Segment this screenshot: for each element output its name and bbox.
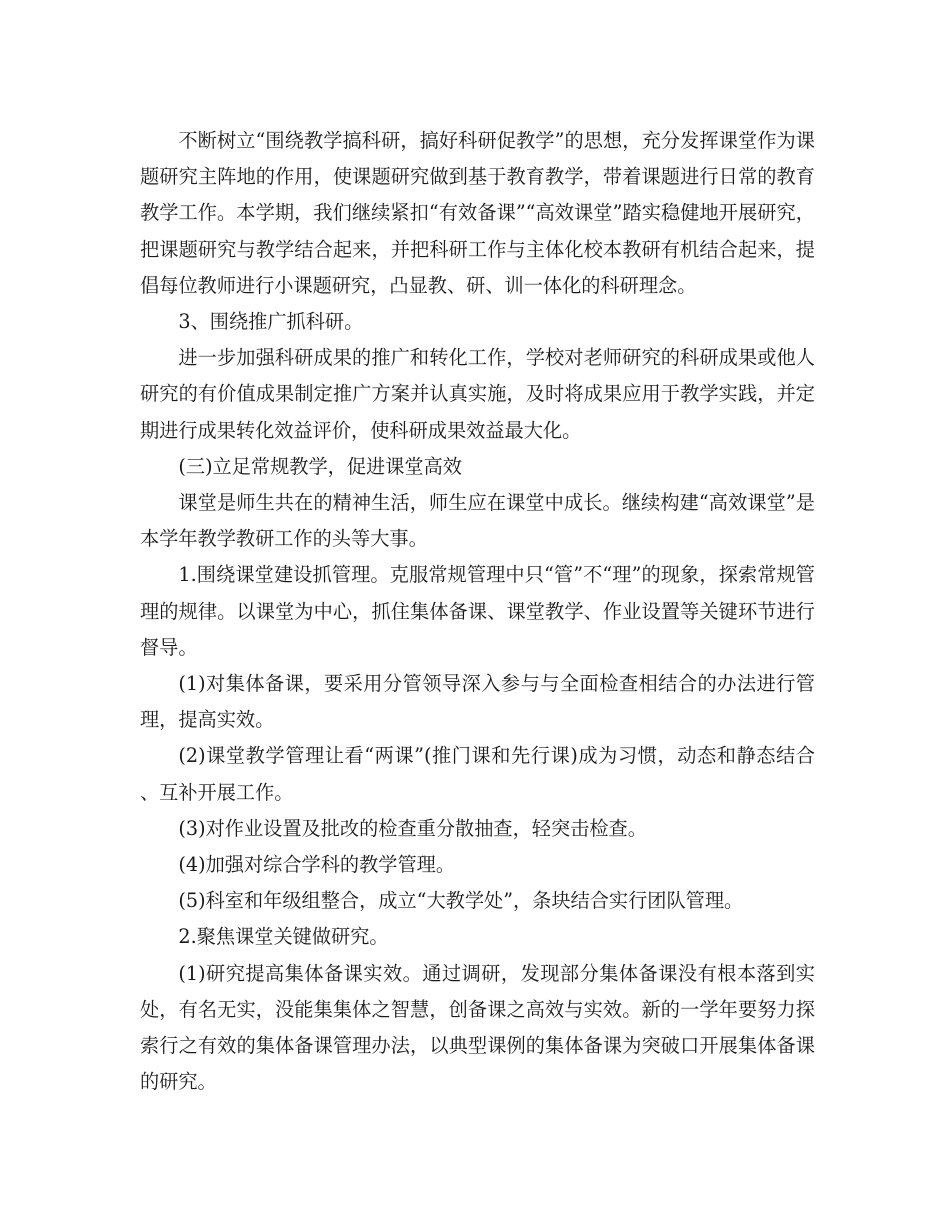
paragraph-research-mindset: 不断树立“围绕教学搞科研，搞好科研促教学”的思想，充分发挥课堂作为课题研究主阵地的作用，使课题研究做到基于教育教学，带着课题进行日常的教育教学工作。本学期，我们继续紧扣“有效备课”“高效课堂”踏实稳健地开展研究，把课题研究与教学结合起来，并把科研工作与主体化校本教研有机结合起来，提倡每位教师进行小课题研究，凸显教、研、训一体化的科研理念。	[140, 129, 815, 297]
heading-promotion-research: 3、围绕推广抓科研。	[178, 310, 364, 334]
heading-classroom-research: 2.聚焦课堂关键做研究。	[178, 925, 389, 949]
list-item-homework-check: (3)对作业设置及批改的检查重分散抽查，轻突击检查。	[178, 816, 647, 840]
heading-classroom-management: 1.围绕课堂建设抓管理。克服常规管理中只“管”不“理”的现象，探索常规管理的规律。以课堂为中心，抓住集体备课、课堂教学、作业设置等关键环节进行督导。	[140, 563, 815, 659]
list-item-classroom-teaching-management: (2)课堂教学管理让看“两课”(推门课和先行课)成为习惯，动态和静态结合、互补开展工作。	[140, 744, 815, 804]
list-item-improve-lesson-prep: (1)研究提高集体备课实效。通过调研，发现部分集体备课没有根本落到实处，有名无实，没能集集体之智慧，创备课之高效与实效。新的一学年要努力探索行之有效的集体备课管理办法，以典型课例的集体备课为突破口开展集体备课的研究。	[140, 961, 815, 1094]
paragraph-efficient-classroom: 课堂是师生共在的精神生活，师生应在课堂中成长。继续构建“高效课堂”是本学年教学教研工作的头等大事。	[140, 491, 815, 551]
paragraph-promotion-transformation: 进一步加强科研成果的推广和转化工作，学校对老师研究的科研成果或他人研究的有价值成果制定推广方案并认真实施，及时将成果应用于教学实践，并定期进行成果转化效益评价，使科研成果效益最大化。	[140, 346, 815, 442]
list-item-team-management: (5)科室和年级组整合，成立“大教学处”，条块结合实行团队管理。	[178, 889, 744, 913]
list-item-integrated-subjects: (4)加强对综合学科的教学管理。	[178, 853, 456, 877]
document-body	[140, 123, 815, 1100]
heading-routine-teaching: (三)立足常规教学，促进课堂高效	[178, 454, 462, 478]
list-item-collective-lesson-prep: (1)对集体备课，要采用分管领导深入参与与全面检查相结合的办法进行管理，提高实效。	[140, 672, 815, 732]
